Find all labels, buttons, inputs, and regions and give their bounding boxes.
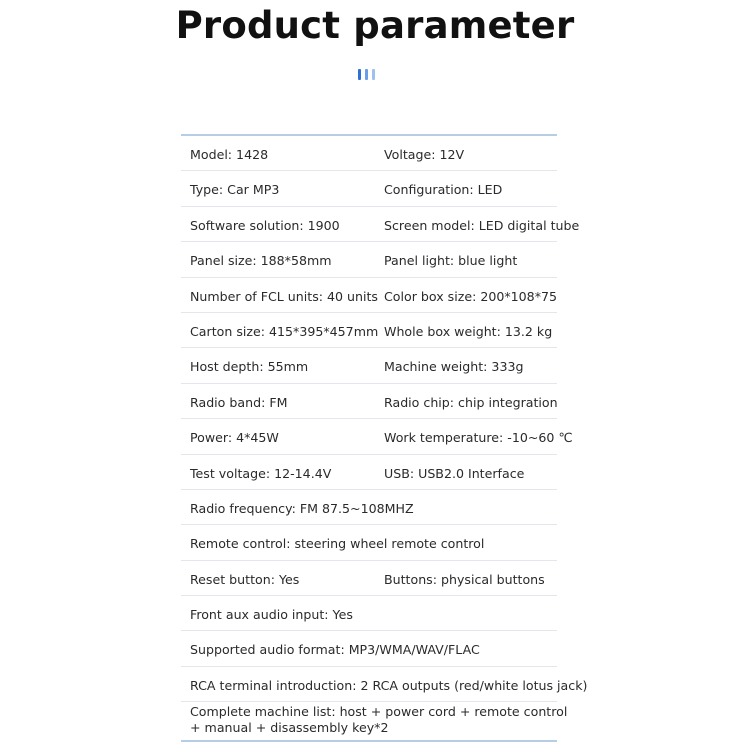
accent-bar bbox=[358, 69, 361, 80]
table-row bbox=[181, 631, 557, 666]
decorative-bars bbox=[358, 69, 380, 80]
spec-cell: Supported audio format: MP3/WMA/WAV/FLAC bbox=[190, 642, 480, 658]
spec-table bbox=[181, 134, 588, 742]
spec-cell: Reset button: Yes bbox=[190, 571, 300, 587]
table-row bbox=[181, 490, 557, 525]
table-row bbox=[181, 702, 568, 742]
spec-cell: Work temperature: -10~60 ℃ bbox=[384, 430, 573, 446]
accent-bar bbox=[365, 69, 368, 80]
table-row bbox=[181, 242, 557, 277]
table-row bbox=[181, 525, 557, 560]
spec-cell: Configuration: LED bbox=[384, 182, 503, 198]
table-row bbox=[181, 136, 557, 171]
table-row bbox=[181, 667, 588, 702]
spec-cell: Voltage: 12V bbox=[384, 147, 465, 162]
spec-cell: Radio band: FM bbox=[190, 394, 288, 410]
table-row bbox=[181, 207, 580, 242]
spec-cell: RCA terminal introduction: 2 RCA outputs (red/white lotus jack) bbox=[190, 677, 588, 693]
table-row bbox=[181, 596, 557, 631]
spec-cell: Number of FCL units: 40 units bbox=[190, 288, 378, 304]
spec-cell: Host depth: 55mm bbox=[190, 359, 309, 375]
spec-cell: Complete machine list: host + power cord + remote control + manual + disassembly key*2 bbox=[190, 704, 568, 736]
spec-cell: Screen model: LED digital tube bbox=[384, 217, 580, 233]
table-row bbox=[181, 455, 557, 490]
spec-cell: Whole box weight: 13.2 kg bbox=[384, 323, 553, 339]
spec-cell: Radio chip: chip integration bbox=[384, 394, 558, 410]
page-title: Product parameter bbox=[175, 4, 575, 47]
spec-cell: Front aux audio input: Yes bbox=[190, 607, 353, 623]
spec-cell: Color box size: 200*108*75 bbox=[384, 288, 558, 304]
accent-bar bbox=[372, 69, 375, 80]
table-row bbox=[181, 419, 573, 454]
spec-cell: Type: Car MP3 bbox=[190, 182, 280, 198]
table-row bbox=[181, 561, 557, 596]
spec-cell: Buttons: physical buttons bbox=[384, 571, 545, 587]
spec-cell: Panel light: blue light bbox=[384, 253, 518, 269]
table-row bbox=[181, 313, 557, 348]
spec-cell: Power: 4*45W bbox=[190, 430, 279, 446]
spec-cell: Model: 1428 bbox=[190, 147, 269, 162]
spec-cell: Test voltage: 12-14.4V bbox=[190, 465, 332, 481]
spec-cell: Remote control: steering wheel remote control bbox=[190, 536, 485, 552]
spec-cell: USB: USB2.0 Interface bbox=[384, 465, 525, 481]
table-row bbox=[181, 278, 557, 313]
table-row bbox=[181, 384, 557, 419]
spec-cell: Panel size: 188*58mm bbox=[190, 253, 332, 269]
spec-cell: Carton size: 415*395*457mm bbox=[190, 323, 379, 339]
spec-cell: Radio frequency: FM 87.5~108MHZ bbox=[190, 500, 414, 516]
spec-cell: Machine weight: 333g bbox=[384, 359, 524, 375]
spec-cell: Software solution: 1900 bbox=[190, 217, 340, 233]
table-row bbox=[181, 348, 557, 383]
table-row bbox=[181, 171, 557, 206]
